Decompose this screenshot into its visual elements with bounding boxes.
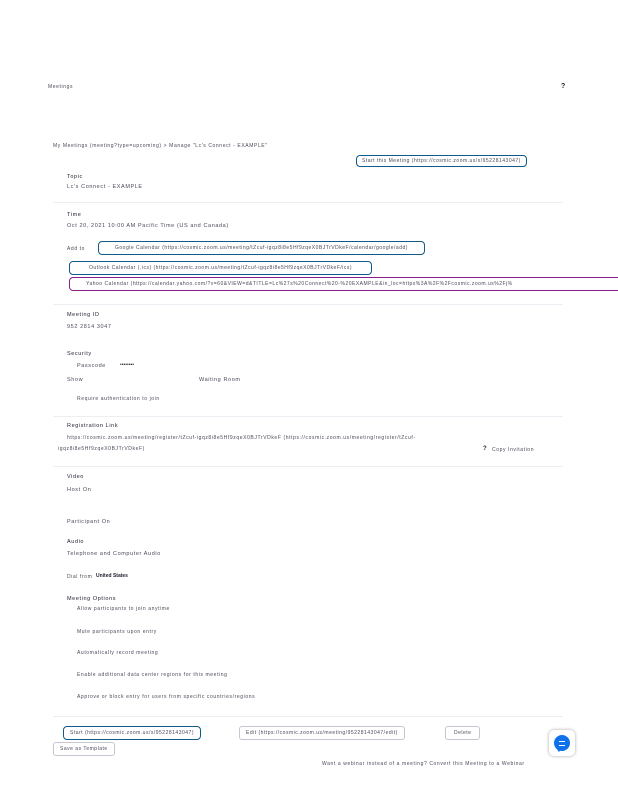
start-button[interactable]: Start (https://cosmic.zoom.us/s/95228143047) — [63, 726, 201, 740]
waiting-room-label: Waiting Room — [199, 377, 241, 383]
passcode-label: Passcode — [77, 363, 106, 369]
option-item: Automatically record meeting — [77, 650, 159, 656]
help-icon: ? — [483, 446, 487, 452]
meeting-id-value: 952 2814 3047 — [67, 324, 112, 330]
option-item: Approve or block entry for users from specific countries/regions — [77, 694, 256, 700]
audio-label: Audio — [67, 539, 85, 545]
chat-icon-tail — [556, 748, 562, 752]
page-title: Meetings — [48, 84, 74, 90]
help-icon[interactable]: ? — [561, 83, 566, 90]
security-label: Security — [67, 351, 92, 357]
video-participant: Participant On — [67, 519, 111, 525]
chat-button[interactable] — [549, 730, 575, 756]
start-meeting-top-button[interactable]: Start this Meeting (https://cosmic.zoom.us/s/95228143047) — [356, 155, 527, 167]
convert-to-webinar-link[interactable]: Want a webinar instead of a meeting? Convert this Meeting to a Webinar — [322, 761, 525, 767]
meeting-options-label: Meeting Options — [67, 596, 117, 602]
passcode-value: •••••••• — [120, 362, 135, 368]
delete-button[interactable]: Delete — [445, 726, 480, 740]
option-item: Mute participants upon entry — [77, 629, 157, 635]
divider — [53, 466, 563, 467]
topic-value: Lc's Connect - EXAMPLE — [67, 184, 143, 190]
show-passcode-link[interactable]: Show — [67, 377, 84, 383]
add-to-label: Add to — [67, 246, 86, 252]
dial-from-value: United States — [96, 573, 128, 579]
yahoo-calendar-link[interactable]: Yahoo Calendar (https://calendar.yahoo.com/?v=60&VIEW=d&TITLE=Lc%27s%20Connect%20-%20EXAMPLE&in_loc=https%3A%2F%2Fcosmic.zoom.us%2Fj% — [69, 277, 618, 291]
divider — [53, 202, 563, 203]
time-label: Time — [67, 212, 82, 218]
copy-invitation-button[interactable]: Copy Invitation — [492, 447, 535, 453]
dial-from-label: Dial from — [67, 574, 93, 580]
breadcrumb[interactable]: My Meetings (meeting?type=upcoming) > Manage "Lc's Connect - EXAMPLE" — [53, 143, 268, 149]
audio-value: Telephone and Computer Audio — [67, 551, 161, 557]
option-item: Allow participants to join anytime — [77, 606, 170, 612]
outlook-calendar-link[interactable]: Outlook Calendar (.ics) (https://cosmic.zoom.us/meeting/tZcuf-igqz8i8e5Hf9zqeX0BJTrVDkeF/ics) — [69, 261, 372, 275]
option-item: Enable additional data center regions for this meeting — [77, 672, 228, 678]
divider — [53, 304, 563, 305]
divider — [53, 716, 563, 717]
google-calendar-link[interactable]: Google Calendar (https://cosmic.zoom.us/meeting/tZcuf-igqz8i8e5Hf9zqeX0BJTrVDkeF/calendar/google/add) — [98, 241, 425, 255]
registration-label: Registration Link — [67, 423, 119, 429]
topic-label: Topic — [67, 174, 83, 180]
registration-link[interactable]: https://cosmic.zoom.us/meeting/register/tZcuf-igqz8i8e5Hf9zqeX0BJTrVDkeF (https://cosmic.zoom.us/meeting/register/tZcuf- — [67, 435, 416, 441]
divider — [53, 416, 563, 417]
registration-link-cont[interactable]: igqz8i8e5Hf9zqeX0BJTrVDkeF) — [58, 446, 145, 452]
require-auth-label: Require authentication to join — [77, 396, 160, 402]
save-as-template-button[interactable]: Save as Template — [53, 742, 115, 756]
time-value: Oct 20, 2021 10:00 AM Pacific Time (US and Canada) — [67, 223, 229, 229]
video-label: Video — [67, 474, 84, 480]
edit-button[interactable]: Edit (https://cosmic.zoom.us/meeting/95228143047/edit) — [239, 726, 405, 740]
meeting-id-label: Meeting ID — [67, 312, 100, 318]
video-host: Host On — [67, 487, 92, 493]
